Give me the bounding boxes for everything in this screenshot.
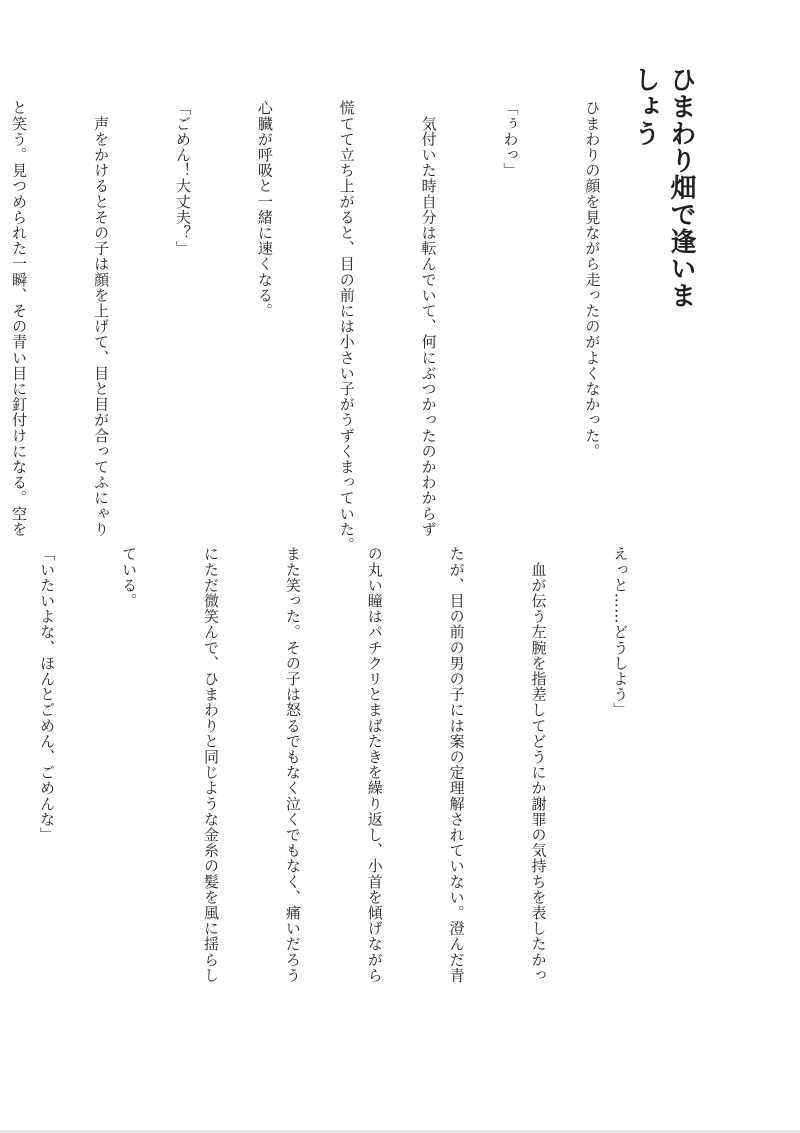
text-line: えっと……どうしよう」 [611, 546, 630, 718]
text-line: にただ微笑んで、ひまわりと同じような金糸の髪を風に揺らし [201, 546, 220, 983]
text-line: ている。 [120, 546, 139, 609]
lower-text-block [38, 546, 688, 983]
text-line: 血が伝う左腕を指差してどうにか謝罪の気持ちを表したかっ [529, 546, 548, 983]
text-line: また笑った。その子は怒るでもなく泣くでもなく、痛いだろう [283, 546, 302, 983]
text-line: と笑う。見つめられた一瞬、その青い目に釘付けになる。空を [10, 100, 29, 537]
text-line: たが、目の前の男の子には案の定理解されていない。澄んだ青 [447, 546, 466, 983]
text-line: 「いたいよな、ほんとごめん、ごめんな」 [38, 546, 57, 843]
text-line: の丸い瞳はパチクリとまばたきを繰り返し、小首を傾げながら [365, 546, 384, 983]
text-line: ひまわりの顔を見ながら走ったのがよくなかった。 [583, 100, 602, 459]
text-line: 慌てて立ち上がると、目の前には小さい子がうずくまっていた。 [337, 100, 356, 553]
text-line: 気付いた時自分は転んでいて、何にぶつかったのかわからず [419, 100, 438, 537]
upper-text-block [10, 100, 660, 553]
text-line: 「ぅわっ」 [501, 100, 520, 178]
text-line: 心臓が呼吸と一緒に速くなる。 [255, 100, 274, 319]
text-line: 声をかけるとその子は顔を上げて、目と目が合ってふにゃり [92, 100, 111, 537]
text-line: 「ごめん！大丈夫？」 [173, 100, 192, 256]
page-title: ひまわり畑で逢いましょう [630, 66, 696, 309]
